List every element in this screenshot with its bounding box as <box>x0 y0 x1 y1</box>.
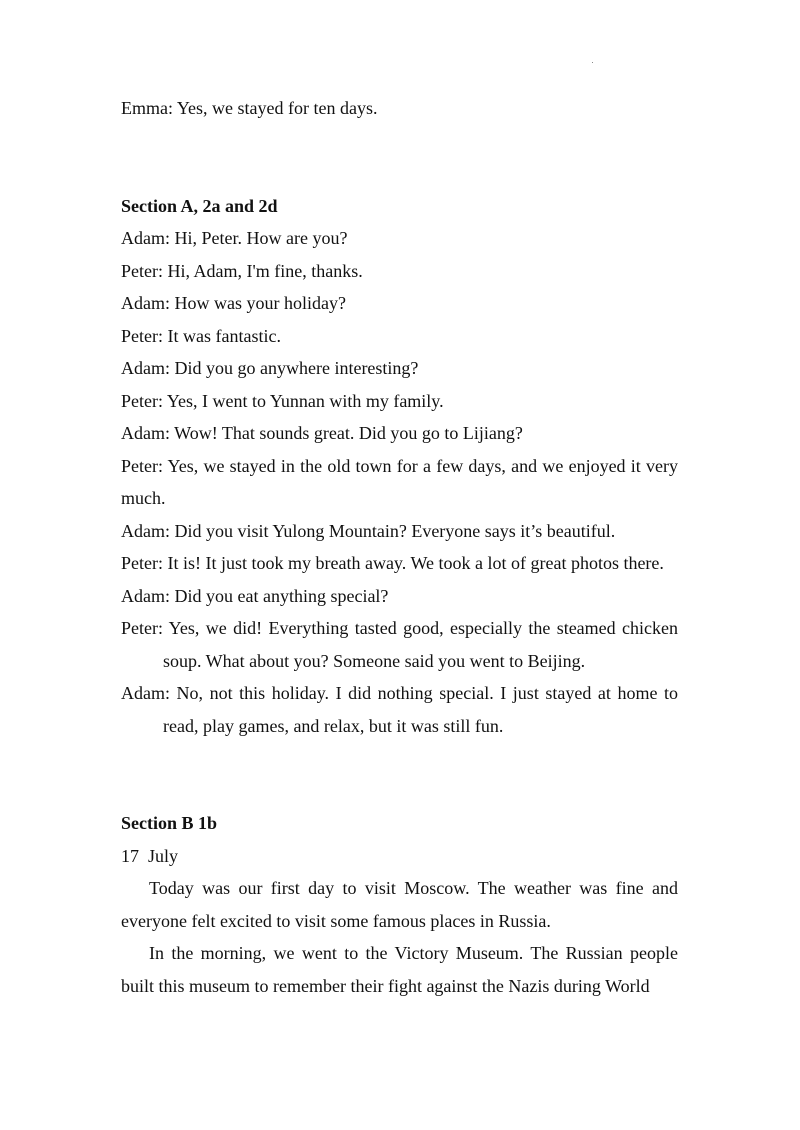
section-b-heading: Section B 1b <box>121 813 218 833</box>
dialogue-line: Adam: Did you go anywhere interesting? <box>121 358 419 378</box>
dialogue-line: Adam: Did you eat anything special? <box>121 585 389 606</box>
dialogue-line: Peter: Hi, Adam, I'm fine, thanks. <box>121 260 363 281</box>
section-a-heading: Section A, 2a and 2d <box>121 195 278 216</box>
dialogue-line: Adam: No, not this holiday. I did nothing special. I just stayed at home to read, play games, and relax, but it was still fun. <box>121 683 678 736</box>
dialogue-line: Peter: Yes, we stayed in the old town for a few days, and we enjoyed it very much. <box>121 455 678 508</box>
dialogue-line: Adam: Did you visit Yulong Mountain? Everyone says it’s beautiful. <box>121 520 616 541</box>
spacer <box>121 742 678 807</box>
dialogue-line: Peter: Yes, we did! Everything tasted good, especially the steamed chicken soup. What about you? Someone said you went to Beijing. <box>121 618 678 671</box>
diary-paragraph: In the morning, we went to the Victory Museum. The Russian people built this museum to remember their fight against the Nazis during World <box>121 943 678 996</box>
document-page <box>121 92 678 1002</box>
dialogue-line: Adam: Wow! That sounds great. Did you go to Lijiang? <box>121 423 523 443</box>
diary-date: 17 July <box>121 845 179 866</box>
spacer <box>121 125 678 190</box>
dialogue-line: Peter: It is! It just took my breath away. We took a lot of great photos there. <box>121 553 664 573</box>
dialogue-line: Peter: Yes, I went to Yunnan with my family. <box>121 390 444 411</box>
dialogue-line: Adam: How was your holiday? <box>121 293 346 313</box>
diary-paragraph: Today was our first day to visit Moscow. The weather was fine and everyone felt excited to visit some famous places in Russia. <box>121 878 678 931</box>
dialogue-line: Adam: Hi, Peter. How are you? <box>121 228 348 248</box>
intro-line: Emma: Yes, we stayed for ten days. <box>121 98 378 118</box>
stray-mark <box>592 62 593 63</box>
dialogue-line: Peter: It was fantastic. <box>121 325 281 346</box>
